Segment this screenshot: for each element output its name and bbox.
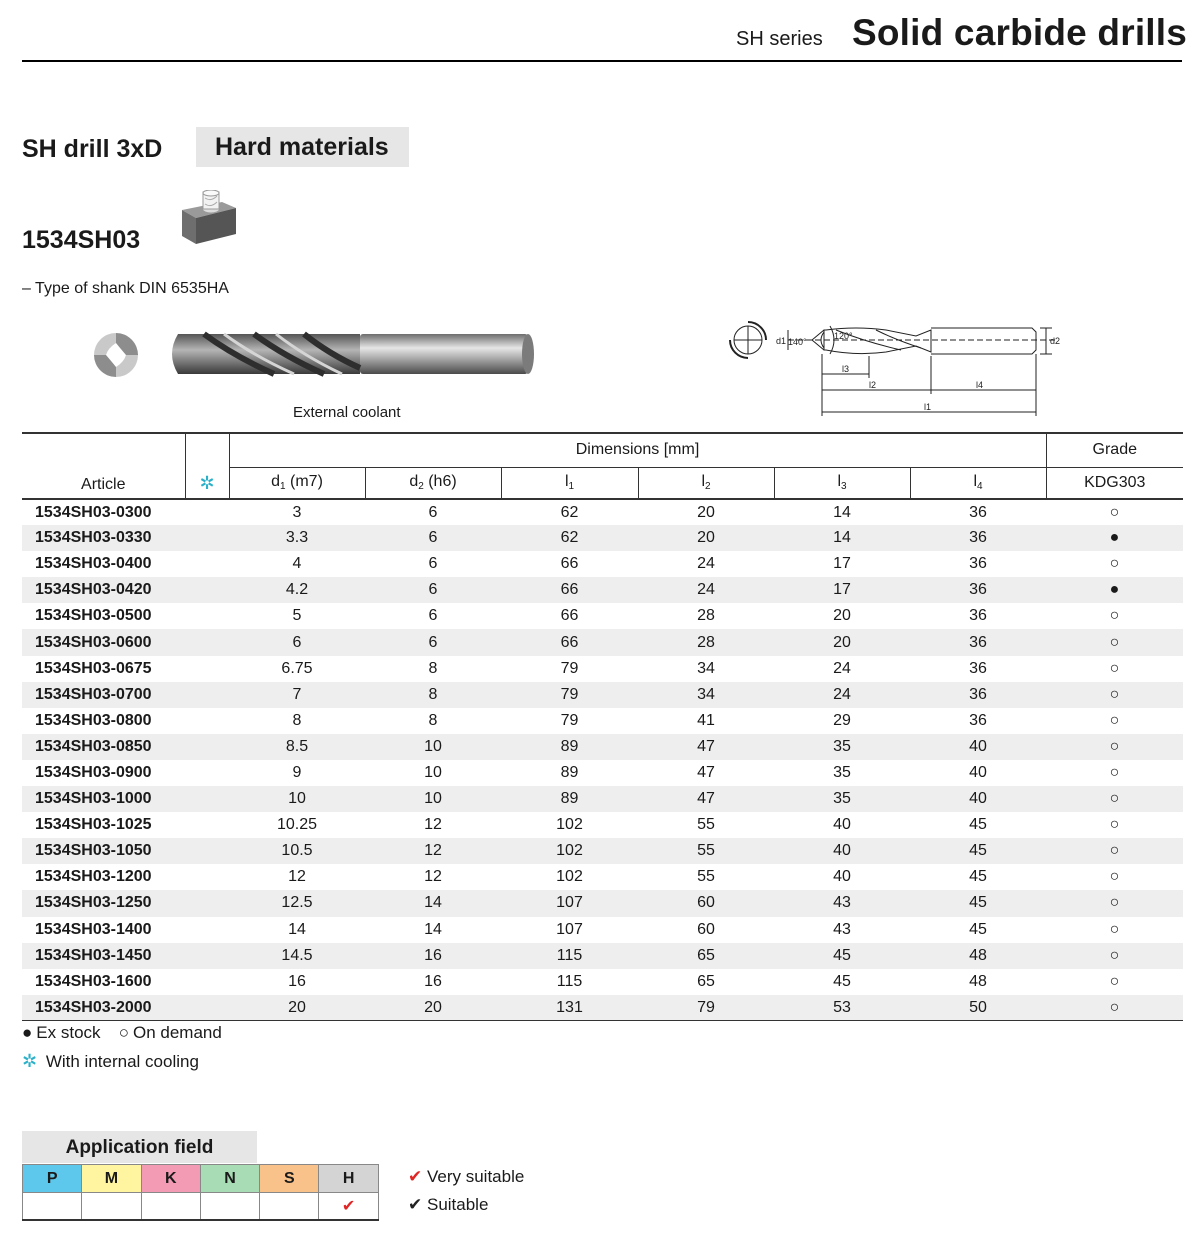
cell-l2: 24 (697, 555, 715, 573)
internal-cooling-label: With internal cooling (45, 1052, 199, 1071)
cell-l2: 47 (697, 763, 715, 781)
cell-d2: 12 (424, 816, 442, 834)
application-field-title: Application field (22, 1131, 257, 1163)
cell-l4: 36 (910, 682, 1046, 708)
cell-l1: 66 (501, 629, 638, 655)
label-l4: l4 (976, 380, 984, 390)
cell-article: 1534SH03-0300 (35, 503, 152, 521)
cell-article: 1534SH03-1400 (35, 920, 152, 938)
cell-l3: 29 (833, 711, 851, 729)
header-d1: $d_1$ (m7) (229, 467, 365, 499)
hole-type-icon (178, 190, 238, 246)
cell-l4: 45 (969, 920, 987, 938)
cell-l3: 24 (774, 682, 910, 708)
shank-type-note: – Type of shank DIN 6535HA (22, 280, 229, 297)
cell-article: 1534SH03-0330 (22, 525, 185, 551)
table-row (22, 760, 1183, 786)
cell-d1: 7 (229, 682, 365, 708)
cell-grade-availability: ○ (1046, 890, 1183, 916)
cell-l1: 66 (560, 607, 579, 625)
cell-l3: 24 (833, 659, 851, 677)
cell-l3: 14 (833, 503, 851, 521)
cell-cooling (185, 551, 229, 577)
label-d1: d1 (776, 336, 787, 346)
cell-article: 1534SH03-2000 (22, 995, 185, 1021)
cell-l1: 115 (556, 972, 583, 990)
cell-l2: 34 (638, 682, 774, 708)
article-code: 1534SH03 (22, 226, 141, 254)
table-row (22, 525, 1183, 551)
table-row (22, 499, 1183, 525)
cell-article: 1534SH03-1450 (22, 943, 185, 969)
cell-d2: 10 (424, 763, 442, 781)
table-row (22, 629, 1183, 655)
cell-l4: 40 (910, 786, 1046, 812)
material-group-m: M (82, 1165, 141, 1193)
cell-l3: 35 (774, 734, 910, 760)
cell-l1: 79 (560, 659, 579, 677)
label-angle-120: 120° (834, 331, 853, 341)
cell-l4: 40 (910, 734, 1046, 760)
cell-l4: 40 (969, 763, 987, 781)
cell-cooling (185, 682, 229, 708)
cell-l4: 36 (910, 629, 1046, 655)
table-row (22, 551, 1183, 577)
cell-article: 1534SH03-0800 (35, 711, 152, 729)
cell-cooling (185, 656, 229, 682)
internal-cooling-icon: ✲ (22, 1051, 38, 1071)
cell-l4: 45 (910, 838, 1046, 864)
cell-d2: 6 (428, 555, 438, 573)
cell-d2: 8 (428, 659, 438, 677)
cell-cooling (185, 499, 229, 525)
cell-grade-availability: ● (1046, 577, 1183, 603)
cell-grade-availability: ○ (1046, 734, 1183, 760)
cell-d2: 14 (365, 890, 501, 916)
cell-cooling (185, 577, 229, 603)
cell-cooling (185, 734, 229, 760)
cell-grade-availability: ○ (1046, 786, 1183, 812)
cell-d2: 16 (365, 943, 501, 969)
cell-l2: 55 (638, 838, 774, 864)
cell-article: 1534SH03-1025 (35, 816, 152, 834)
cell-l2: 65 (638, 943, 774, 969)
drill-cross-section-image (90, 330, 142, 380)
cell-l3: 45 (833, 972, 851, 990)
internal-cooling-icon: ✲ (199, 473, 215, 493)
cell-article: 1534SH03-0600 (22, 629, 185, 655)
drill-product-image (164, 326, 536, 382)
cell-l1: 62 (501, 525, 638, 551)
dimension-drawing (726, 312, 1062, 420)
table-row (22, 838, 1183, 864)
cell-cooling (185, 603, 229, 629)
suitable-legend (408, 1195, 488, 1215)
cell-l4: 36 (969, 659, 987, 677)
material-group-h: H (319, 1165, 378, 1193)
cell-cooling (185, 890, 229, 916)
label-l3: l3 (842, 364, 850, 374)
label-angle-140: 140° (788, 337, 807, 347)
cell-article: 1534SH03-1000 (22, 786, 185, 812)
cell-d2: 6 (428, 607, 438, 625)
cell-article: 1534SH03-1050 (22, 838, 185, 864)
cooling-legend (22, 1051, 203, 1072)
cell-d2: 8 (365, 682, 501, 708)
cell-l2: 55 (697, 868, 715, 886)
cell-cooling (185, 838, 229, 864)
cell-cooling (185, 995, 229, 1021)
cell-grade-availability: ○ (1109, 659, 1120, 677)
cell-d1: 3.3 (229, 525, 365, 551)
cell-grade-availability: ○ (1046, 943, 1183, 969)
table-row (22, 603, 1183, 629)
material-group-s: S (260, 1165, 319, 1193)
cell-l1: 115 (501, 943, 638, 969)
cell-article: 1534SH03-0700 (22, 682, 185, 708)
cell-d1: 14 (288, 920, 306, 938)
cell-cooling (185, 812, 229, 838)
cell-d1: 14.5 (229, 943, 365, 969)
cell-d2: 8 (428, 711, 438, 729)
coolant-label: External coolant (293, 404, 401, 421)
cell-l1: 66 (501, 577, 638, 603)
header-article: Article (22, 433, 185, 499)
cell-l1: 66 (560, 555, 579, 573)
cell-d1: 3 (292, 503, 302, 521)
cell-d1: 4 (292, 555, 302, 573)
cell-d1: 10 (229, 786, 365, 812)
table-row (22, 656, 1183, 682)
suitability-mark-s (260, 1193, 319, 1220)
cell-l3: 53 (774, 995, 910, 1021)
table-row (22, 682, 1183, 708)
cell-l3: 35 (774, 786, 910, 812)
cell-cooling (185, 864, 229, 890)
cell-grade-availability: ○ (1109, 607, 1120, 625)
suitability-mark-p (23, 1193, 82, 1220)
cell-l1: 79 (501, 682, 638, 708)
cell-l1: 102 (556, 816, 583, 834)
article-dimensions-table (22, 432, 1183, 1021)
cell-l3: 20 (774, 629, 910, 655)
cell-d1: 6 (229, 629, 365, 655)
cell-l4: 36 (969, 503, 987, 521)
suitable-label: Suitable (426, 1195, 489, 1214)
cell-l4: 45 (969, 816, 987, 834)
table-row (22, 917, 1183, 943)
suitability-mark-m (82, 1193, 141, 1220)
material-tag: Hard materials (196, 127, 409, 167)
cell-grade-availability: ○ (1109, 972, 1120, 990)
header-grade-group: Grade (1046, 433, 1183, 467)
cell-l4: 36 (910, 577, 1046, 603)
cell-d2: 10 (365, 734, 501, 760)
table-row (22, 943, 1183, 969)
cell-d2: 6 (365, 577, 501, 603)
cell-l4: 50 (910, 995, 1046, 1021)
cell-l3: 20 (833, 607, 851, 625)
cell-l1: 107 (501, 890, 638, 916)
cell-d2: 6 (428, 503, 438, 521)
cell-grade-availability: ○ (1046, 995, 1183, 1021)
cell-l2: 55 (697, 816, 715, 834)
ex-stock-symbol: ● (22, 1023, 33, 1042)
table-row (22, 969, 1183, 995)
cell-l1: 89 (501, 734, 638, 760)
header-divider (22, 60, 1182, 62)
cell-article: 1534SH03-0675 (35, 659, 152, 677)
table-row (22, 786, 1183, 812)
cell-l4: 45 (910, 890, 1046, 916)
cell-d2: 12 (365, 838, 501, 864)
cell-grade-availability: ○ (1109, 555, 1120, 573)
cell-article: 1534SH03-0420 (22, 577, 185, 603)
table-row (22, 734, 1183, 760)
cell-article: 1534SH03-1200 (35, 868, 152, 886)
cell-l2: 20 (638, 525, 774, 551)
cell-grade-availability: ○ (1046, 838, 1183, 864)
cell-d1: 12.5 (229, 890, 365, 916)
cell-l3: 40 (774, 838, 910, 864)
cell-l2: 47 (638, 734, 774, 760)
cell-l3: 40 (833, 868, 851, 886)
very-suitable-label: Very suitable (426, 1167, 525, 1186)
ex-stock-label: Ex stock (36, 1023, 101, 1042)
cell-cooling (185, 786, 229, 812)
cell-grade-availability: ● (1046, 525, 1183, 551)
header-l4: $l_4$ (910, 467, 1046, 499)
cell-l1: 89 (560, 763, 579, 781)
cell-l1: 62 (560, 503, 579, 521)
cell-d1: 10.25 (276, 816, 318, 834)
cell-d2: 6 (365, 629, 501, 655)
cell-d1: 20 (229, 995, 365, 1021)
table-row (22, 708, 1183, 734)
cell-d2: 10 (365, 786, 501, 812)
cell-l1: 89 (501, 786, 638, 812)
material-group-p: P (23, 1165, 82, 1193)
cell-d1: 4.2 (229, 577, 365, 603)
on-demand-label: On demand (132, 1023, 222, 1042)
cell-l2: 60 (638, 890, 774, 916)
cell-article: 1534SH03-0400 (35, 555, 152, 573)
cell-cooling (185, 969, 229, 995)
cell-l3: 17 (774, 577, 910, 603)
suitability-mark-n (200, 1193, 259, 1220)
cell-l2: 24 (638, 577, 774, 603)
header-d2: $d_2$ (h6) (365, 467, 501, 499)
table-row (22, 890, 1183, 916)
cell-cooling (185, 629, 229, 655)
cell-grade-availability: ○ (1109, 711, 1120, 729)
header-grade-kdg303: KDG303 (1046, 467, 1183, 499)
cell-d1: 9 (292, 763, 302, 781)
cell-l3: 14 (774, 525, 910, 551)
cell-l4: 36 (969, 555, 987, 573)
cell-grade-availability: ○ (1109, 920, 1120, 938)
cell-cooling (185, 708, 229, 734)
cell-d1: 16 (288, 972, 306, 990)
cell-grade-availability: ○ (1046, 629, 1183, 655)
suitability-mark-k (141, 1193, 200, 1220)
cell-l1: 102 (556, 868, 583, 886)
cell-l1: 102 (501, 838, 638, 864)
cell-d2: 20 (365, 995, 501, 1021)
cell-d2: 14 (424, 920, 442, 938)
cell-d2: 12 (424, 868, 442, 886)
suitable-check-icon: ✔ (408, 1195, 423, 1214)
cell-l4: 36 (969, 607, 987, 625)
cell-cooling (185, 917, 229, 943)
cell-article: 1534SH03-1600 (35, 972, 152, 990)
cell-l3: 17 (833, 555, 851, 573)
cell-article: 1534SH03-0500 (35, 607, 152, 625)
cell-l3: 45 (774, 943, 910, 969)
label-d2: d2 (1050, 336, 1061, 346)
table-row (22, 812, 1183, 838)
label-l1: l1 (924, 402, 932, 412)
cell-cooling (185, 943, 229, 969)
stock-legend (22, 1023, 226, 1043)
suitability-mark-h: ✔ (319, 1193, 378, 1220)
cell-d1: 12 (288, 868, 306, 886)
cell-l1: 79 (560, 711, 579, 729)
cell-d2: 16 (424, 972, 442, 990)
cell-l2: 79 (638, 995, 774, 1021)
material-group-n: N (200, 1165, 259, 1193)
cell-d1: 10.5 (229, 838, 365, 864)
cell-article: 1534SH03-0850 (22, 734, 185, 760)
cell-article: 1534SH03-0900 (35, 763, 152, 781)
cell-l3: 35 (833, 763, 851, 781)
material-group-k: K (141, 1165, 200, 1193)
header-dimensions-group: Dimensions [mm] (229, 433, 1046, 467)
header-cooling (185, 433, 229, 499)
cell-l2: 60 (697, 920, 715, 938)
cell-l4: 45 (969, 868, 987, 886)
cell-d1: 8.5 (229, 734, 365, 760)
cell-l4: 48 (910, 943, 1046, 969)
cell-grade-availability: ○ (1109, 763, 1120, 781)
cell-grade-availability: ○ (1109, 868, 1120, 886)
label-l2: l2 (869, 380, 877, 390)
cell-grade-availability: ○ (1046, 682, 1183, 708)
table-row (22, 577, 1183, 603)
application-field-table (22, 1164, 379, 1221)
cell-d1: 8 (292, 711, 302, 729)
cell-article: 1534SH03-1250 (22, 890, 185, 916)
header-l3: $l_3$ (774, 467, 910, 499)
cell-grade-availability: ○ (1109, 503, 1120, 521)
on-demand-symbol: ○ (118, 1023, 129, 1042)
cell-cooling (185, 760, 229, 786)
cell-d1: 5 (292, 607, 302, 625)
very-suitable-check-icon: ✔ (408, 1167, 423, 1186)
table-row (22, 995, 1183, 1021)
section-title: SH drill 3xD (22, 135, 163, 163)
cell-l2: 34 (697, 659, 715, 677)
cell-l3: 40 (833, 816, 851, 834)
cell-d1: 6.75 (281, 659, 313, 677)
cell-d2: 6 (365, 525, 501, 551)
table-row (22, 864, 1183, 890)
cell-l2: 20 (697, 503, 715, 521)
cell-l2: 65 (697, 972, 715, 990)
cell-l4: 36 (910, 525, 1046, 551)
header-l2: $l_2$ (638, 467, 774, 499)
header-l1: $l_1$ (501, 467, 638, 499)
cell-l1: 131 (501, 995, 638, 1021)
page-title: Solid carbide drills (852, 12, 1188, 53)
cell-l2: 41 (697, 711, 715, 729)
cell-l4: 36 (969, 711, 987, 729)
cell-grade-availability: ○ (1109, 816, 1120, 834)
cell-l2: 47 (638, 786, 774, 812)
cell-l3: 43 (774, 890, 910, 916)
cell-l2: 28 (697, 607, 715, 625)
cell-l1: 107 (556, 920, 583, 938)
cell-cooling (185, 525, 229, 551)
cell-l2: 28 (638, 629, 774, 655)
cell-l4: 48 (969, 972, 987, 990)
very-suitable-legend (408, 1167, 524, 1187)
cell-l3: 43 (833, 920, 851, 938)
series-label: SH series (736, 28, 823, 50)
